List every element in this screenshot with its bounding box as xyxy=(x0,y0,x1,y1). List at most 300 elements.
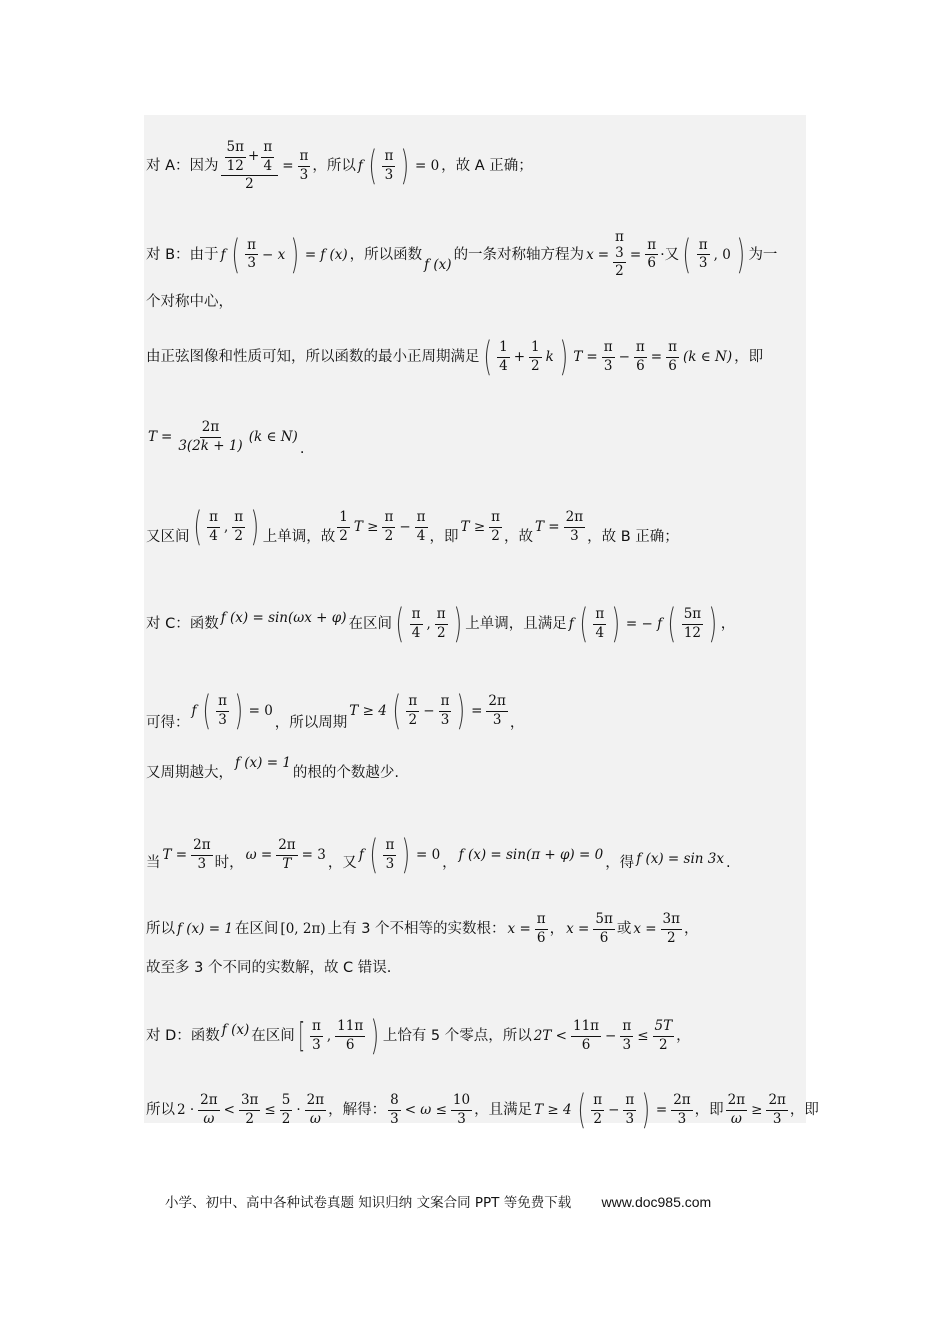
math-text: f (x) xyxy=(320,246,348,263)
math-text: ≤ xyxy=(264,1102,276,1118)
math-text: 2 · xyxy=(177,1102,195,1118)
math-text: 3 xyxy=(615,244,624,261)
math-text: π xyxy=(634,340,647,358)
math-text: 2 xyxy=(593,1110,602,1127)
math-text: 在区间 xyxy=(251,1028,295,1044)
math-text: ，所以 xyxy=(312,158,356,175)
math-text: < ω ≤ xyxy=(404,1102,447,1118)
math-text: ，得 xyxy=(605,855,635,871)
fraction xyxy=(634,340,647,374)
math-symbol: ( xyxy=(369,832,378,878)
math-text: 所以 xyxy=(146,1102,175,1118)
fraction xyxy=(276,838,297,872)
math-text: 3 xyxy=(440,711,450,728)
fraction xyxy=(337,510,350,544)
math-text: − xyxy=(399,519,411,535)
math-text: 的根的个数越少. xyxy=(292,765,400,781)
math-symbol: ) xyxy=(400,143,410,190)
math-symbol: ) xyxy=(641,1087,651,1133)
math-text: = xyxy=(161,429,173,446)
fraction xyxy=(221,140,279,193)
math-text: ≤ xyxy=(637,1028,649,1044)
math-symbol: ( xyxy=(392,688,401,734)
math-symbol: ( xyxy=(368,143,377,190)
fraction xyxy=(280,1093,293,1127)
line-b4 xyxy=(146,419,305,458)
math-text: 4 xyxy=(499,357,508,374)
math-text: 6 xyxy=(599,929,609,946)
math-text: 2 xyxy=(666,929,676,946)
math-text: 3 xyxy=(390,1110,399,1127)
math-symbol: , xyxy=(223,519,229,535)
line-c5 xyxy=(146,912,699,946)
math-text: 5π xyxy=(225,140,246,158)
math-symbol: ( xyxy=(667,601,677,647)
fraction xyxy=(451,1093,472,1127)
math-text: 6 xyxy=(647,255,656,272)
math-symbol: ) xyxy=(611,601,621,647)
fraction xyxy=(198,1093,219,1127)
fraction xyxy=(176,420,244,454)
math-text: 4 xyxy=(411,624,421,641)
math-text: = xyxy=(471,703,483,719)
math-text: 或 xyxy=(616,921,632,938)
footer xyxy=(165,1191,711,1211)
math-text: 3(2k + 1) xyxy=(178,437,243,454)
math-text: 2 xyxy=(531,357,540,374)
math-text: ≥ xyxy=(751,1102,763,1118)
math-text: 5T xyxy=(653,1019,675,1037)
math-text: 对 C：函数 xyxy=(146,616,219,632)
math-text: 3 xyxy=(622,1036,632,1053)
math-text: 6 xyxy=(536,929,546,946)
fraction xyxy=(613,230,626,280)
math-text: − x xyxy=(262,246,286,263)
math-text: 2 xyxy=(339,527,348,544)
text: 对 A：因为 xyxy=(146,158,219,175)
math-text: 1 xyxy=(529,340,542,358)
math-text: ，故 B 正确； xyxy=(587,529,679,545)
math-text: = xyxy=(586,349,598,365)
fraction xyxy=(335,1019,365,1053)
math-text: + xyxy=(513,349,526,365)
math-text: f (x) xyxy=(424,256,452,273)
math-text: f xyxy=(568,616,574,632)
math-text: T = xyxy=(535,519,560,535)
math-text: = 0 xyxy=(414,158,440,175)
math-symbol: ( xyxy=(577,1087,586,1133)
math-text: 2π xyxy=(198,1093,219,1111)
math-text: 2 xyxy=(408,711,418,728)
math-text: T ≥ xyxy=(460,519,486,535)
math-text: 2π xyxy=(276,838,297,856)
math-text: 4 xyxy=(209,527,218,544)
fraction xyxy=(261,140,274,174)
math-text: ·又 xyxy=(660,246,680,263)
math-text: π xyxy=(591,1093,604,1111)
math-symbol: ) xyxy=(290,231,300,278)
math-text: f (x) = 1 xyxy=(177,921,233,938)
math-text: ω xyxy=(203,1110,215,1127)
fraction xyxy=(298,149,311,183)
math-text: f xyxy=(358,847,364,863)
math-text: 5π xyxy=(593,912,614,930)
fraction xyxy=(382,510,395,544)
math-symbol: ( xyxy=(395,601,405,647)
math-text: 2 xyxy=(384,527,394,544)
math-text: = xyxy=(304,246,317,263)
math-text: T xyxy=(573,349,583,365)
fraction xyxy=(682,607,703,641)
math-text: 2 xyxy=(436,624,446,641)
math-symbol: ) xyxy=(708,601,718,647)
math-text: T ≥ 4 xyxy=(349,703,387,719)
fraction xyxy=(529,340,542,374)
math-text: 2π xyxy=(200,420,221,438)
math-text: ， xyxy=(720,616,736,632)
math-text: 3 xyxy=(492,711,502,728)
math-text: 3 xyxy=(772,1110,782,1127)
math-text: f (x) = 1 xyxy=(235,755,291,771)
math-text: 12 xyxy=(226,157,244,174)
math-text: π xyxy=(535,912,548,930)
math-text: π xyxy=(666,340,679,358)
math-text: π xyxy=(232,510,245,528)
math-text: ，解得： xyxy=(328,1102,387,1118)
math-text: = xyxy=(629,246,642,263)
math-text: 2π xyxy=(726,1093,747,1111)
math-text: − xyxy=(608,1102,620,1118)
math-text: 5π xyxy=(682,607,703,625)
math-text: f (x) = sin(π + φ) = 0 xyxy=(458,847,604,863)
math-text: 3 xyxy=(299,166,309,183)
math-symbol: ) xyxy=(401,832,411,878)
math-text: 对 B：由于 xyxy=(146,246,219,263)
math-text: T ≥ 4 xyxy=(534,1102,572,1118)
math-symbol: ( xyxy=(231,231,240,278)
math-text: 3 xyxy=(570,527,579,544)
math-text: π xyxy=(489,510,502,528)
math-text: π xyxy=(645,238,658,256)
math-text: π xyxy=(620,1019,633,1037)
math-text: 3 xyxy=(603,357,613,374)
math-text: 又区间 xyxy=(146,529,190,545)
line-d1 xyxy=(146,1013,691,1059)
math-text: 3 xyxy=(197,855,207,872)
math-symbol: [ xyxy=(298,1016,305,1056)
fraction xyxy=(653,1019,675,1053)
math-text: π xyxy=(383,838,396,856)
math-text: 3π xyxy=(661,912,682,930)
fraction xyxy=(661,912,682,946)
fraction xyxy=(435,607,448,641)
fraction xyxy=(383,838,396,872)
math-text: π xyxy=(439,694,452,712)
math-text: 2 xyxy=(659,1036,668,1053)
fraction xyxy=(382,149,395,183)
fraction xyxy=(697,238,710,272)
math-text: 所以 xyxy=(146,921,175,938)
fraction xyxy=(207,510,220,544)
math-text: 上单调，且满足 xyxy=(465,616,567,632)
math-text: · xyxy=(296,1102,301,1118)
footer-text: 小学、初中、高中各种试卷真题 知识归纳 文案合同 PPT 等免费下载 xyxy=(165,1195,572,1211)
math-text: ， xyxy=(442,855,457,871)
fraction xyxy=(245,238,258,272)
math-text: ，即 xyxy=(429,529,459,545)
math-text: ， xyxy=(676,1028,691,1044)
math-text: π xyxy=(593,607,606,625)
math-text: 3 xyxy=(698,255,708,272)
math-text: 8 xyxy=(388,1093,401,1111)
math-text: 11π xyxy=(571,1019,601,1037)
fraction xyxy=(766,1093,787,1127)
math-text: ，所以函数 xyxy=(349,246,423,263)
math-text: ，即 xyxy=(789,1102,819,1118)
math-text: 3 xyxy=(218,711,227,728)
math-text: 2π xyxy=(766,1093,787,1111)
fraction xyxy=(645,238,658,272)
math-text: − xyxy=(423,703,435,719)
math-text: + xyxy=(248,148,260,165)
math-text: 2 xyxy=(234,527,244,544)
line-c1 xyxy=(146,601,736,647)
math-text: 2 xyxy=(615,263,624,280)
line-c2 xyxy=(146,688,525,734)
fraction xyxy=(591,1093,604,1127)
line-a xyxy=(146,140,533,193)
math-text: 4 xyxy=(595,624,605,641)
line-c4 xyxy=(146,832,731,878)
math-text: < xyxy=(223,1102,235,1118)
math-text: T = xyxy=(162,847,188,863)
math-text: (k ∈ N) xyxy=(248,429,298,446)
math-text: 10 xyxy=(451,1093,472,1111)
fraction xyxy=(415,510,428,544)
math-symbol: , xyxy=(426,616,431,632)
footer-site-link[interactable]: www.doc985.com xyxy=(601,1194,712,1210)
math-text: 上有 3 个不相等的实数根： xyxy=(327,921,506,938)
math-text: 2π xyxy=(486,694,507,712)
math-text: π xyxy=(435,607,448,625)
math-text: 可得： xyxy=(146,715,190,731)
math-text: π xyxy=(697,238,710,256)
math-text: 11π xyxy=(335,1019,365,1037)
math-text: f (x) = sin(ωx + φ) xyxy=(220,610,347,626)
math-symbol: ( xyxy=(682,231,692,278)
math-text: 2 xyxy=(245,176,254,193)
math-text: π xyxy=(602,340,615,358)
math-text: [0, 2π) xyxy=(280,921,326,938)
math-text: 5 xyxy=(280,1093,293,1111)
math-text: ， xyxy=(509,715,525,731)
math-symbol: ( xyxy=(202,688,211,734)
math-text: π xyxy=(615,229,624,245)
fraction xyxy=(593,607,606,641)
math-text: − xyxy=(605,1028,617,1044)
math-symbol: ( xyxy=(483,334,492,380)
math-text: 3 xyxy=(247,255,256,272)
math-text: π xyxy=(261,140,274,158)
line-b2 xyxy=(146,292,233,312)
math-text: 3 xyxy=(384,166,394,183)
line-c6 xyxy=(146,958,391,978)
math-text: ， xyxy=(549,921,565,938)
math-text: 1 xyxy=(497,340,510,358)
fraction xyxy=(620,1019,633,1053)
math-text: ，即 xyxy=(734,349,764,365)
math-text: ，故 A 正确； xyxy=(441,158,533,175)
math-text: f xyxy=(191,703,197,719)
math-symbol: ) xyxy=(234,688,244,734)
math-text: 2 xyxy=(491,527,500,544)
line-b3 xyxy=(146,334,764,380)
math-text: 2π xyxy=(564,510,585,528)
fraction xyxy=(726,1093,747,1127)
math-text: ω xyxy=(309,1110,321,1127)
math-text: 2T < xyxy=(533,1028,567,1044)
math-text: x = xyxy=(507,921,531,938)
math-symbol: ) xyxy=(370,1013,380,1059)
math-text: x = xyxy=(566,921,590,938)
math-text: k xyxy=(545,349,554,365)
math-text: 6 xyxy=(636,357,645,374)
math-text: T xyxy=(148,429,158,446)
math-text: 2 xyxy=(245,1110,254,1127)
math-text: 3 xyxy=(677,1110,687,1127)
math-text: 3 xyxy=(625,1110,635,1127)
math-text: x xyxy=(586,246,594,263)
math-text: π xyxy=(382,149,395,167)
math-text: 6 xyxy=(345,1036,355,1053)
math-symbol: ) xyxy=(456,688,466,734)
math-text: π xyxy=(406,694,419,712)
fraction xyxy=(232,510,245,544)
math-text: π xyxy=(245,238,258,256)
math-text: ，又 xyxy=(327,855,357,871)
fraction xyxy=(623,1093,636,1127)
math-text: 12 xyxy=(683,624,702,641)
math-text: T ≥ xyxy=(353,519,379,535)
fraction xyxy=(439,694,452,728)
math-text: 4 xyxy=(263,157,273,174)
fraction xyxy=(388,1093,401,1127)
math-text: 2π xyxy=(305,1093,326,1111)
math-symbol: , xyxy=(326,1028,332,1044)
math-text: 时， xyxy=(214,855,244,871)
math-symbol: ( xyxy=(579,601,588,647)
math-text: 2π xyxy=(671,1093,692,1111)
math-text: = 3 xyxy=(301,847,326,863)
math-text: ， xyxy=(684,921,699,938)
math-text: 3 xyxy=(312,1036,321,1053)
math-text: f xyxy=(357,158,363,175)
math-text: f (x) = sin 3x xyxy=(636,851,724,867)
math-text: 6 xyxy=(668,357,677,374)
math-text: 的一条对称轴方程为 xyxy=(453,246,585,263)
math-text: . xyxy=(725,855,731,871)
math-text: 2π xyxy=(191,838,212,856)
math-text: ，且满足 xyxy=(474,1102,533,1118)
fraction xyxy=(310,1019,323,1053)
math-text: (k ∈ N) xyxy=(682,349,733,365)
math-text: 为一 xyxy=(748,246,778,263)
fraction xyxy=(410,607,423,641)
math-text: ，即 xyxy=(694,1102,724,1118)
math-text: 对 D：函数 xyxy=(146,1028,220,1044)
fraction xyxy=(671,1093,692,1127)
line-c3 xyxy=(146,755,400,783)
fraction xyxy=(571,1019,601,1053)
fraction xyxy=(305,1093,326,1127)
math-text: = 0 xyxy=(248,703,273,719)
math-text: 个对称中心， xyxy=(146,294,233,310)
fraction xyxy=(497,340,510,374)
math-text: 3 xyxy=(457,1110,466,1127)
math-text: π xyxy=(623,1093,636,1111)
line-b1 xyxy=(146,230,777,280)
fraction xyxy=(535,912,548,946)
math-text: 上恰有 5 个零点，所以 xyxy=(382,1028,532,1044)
math-symbol: ) xyxy=(453,601,462,647)
math-text: f (x) xyxy=(221,1022,250,1038)
math-text: π xyxy=(410,607,423,625)
math-text: ，所以周期 xyxy=(274,715,348,731)
math-text: π xyxy=(382,510,395,528)
math-text: . xyxy=(299,441,305,458)
fraction xyxy=(666,340,679,374)
math-symbol: ( xyxy=(193,504,202,550)
math-symbol: ) xyxy=(559,334,568,380)
math-text: 由正弦图像和性质可知，所以函数的最小正周期满足 xyxy=(146,349,480,365)
math-text: 故至多 3 个不同的实数解，故 C 错误. xyxy=(146,960,392,976)
math-text: = − f xyxy=(625,616,663,632)
fraction xyxy=(486,694,507,728)
math-text: 上单调，故 xyxy=(262,529,336,545)
math-text: π xyxy=(415,510,428,528)
math-text: 3π xyxy=(239,1093,260,1111)
math-text: = xyxy=(655,1102,668,1118)
fraction xyxy=(564,510,585,544)
math-text: π xyxy=(298,149,311,167)
math-text: , 0 xyxy=(713,246,731,263)
math-text: π xyxy=(310,1019,323,1037)
math-text: ω = xyxy=(245,847,273,863)
fraction xyxy=(593,912,614,946)
math-text: T xyxy=(282,855,292,872)
math-text: 当 xyxy=(146,855,161,871)
math-text: π xyxy=(216,694,229,712)
math-text: 6 xyxy=(581,1036,591,1053)
math-text: = xyxy=(597,246,609,263)
math-text: ，故 xyxy=(504,529,534,545)
fraction xyxy=(239,1093,260,1127)
math-text: 在区间 xyxy=(348,616,393,632)
line-d2 xyxy=(146,1087,819,1133)
math-symbol: ) xyxy=(736,231,745,278)
math-text: = xyxy=(650,349,663,365)
math-text: 在区间 xyxy=(234,921,279,938)
math-text: f xyxy=(220,246,226,263)
fraction xyxy=(406,694,419,728)
fraction xyxy=(216,694,229,728)
math-text: = xyxy=(282,158,294,175)
math-text: − xyxy=(618,349,630,365)
math-text: 2 xyxy=(281,1110,291,1127)
math-text: x = xyxy=(633,921,657,938)
fraction xyxy=(489,510,502,544)
math-text: 又周期越大， xyxy=(146,765,233,781)
